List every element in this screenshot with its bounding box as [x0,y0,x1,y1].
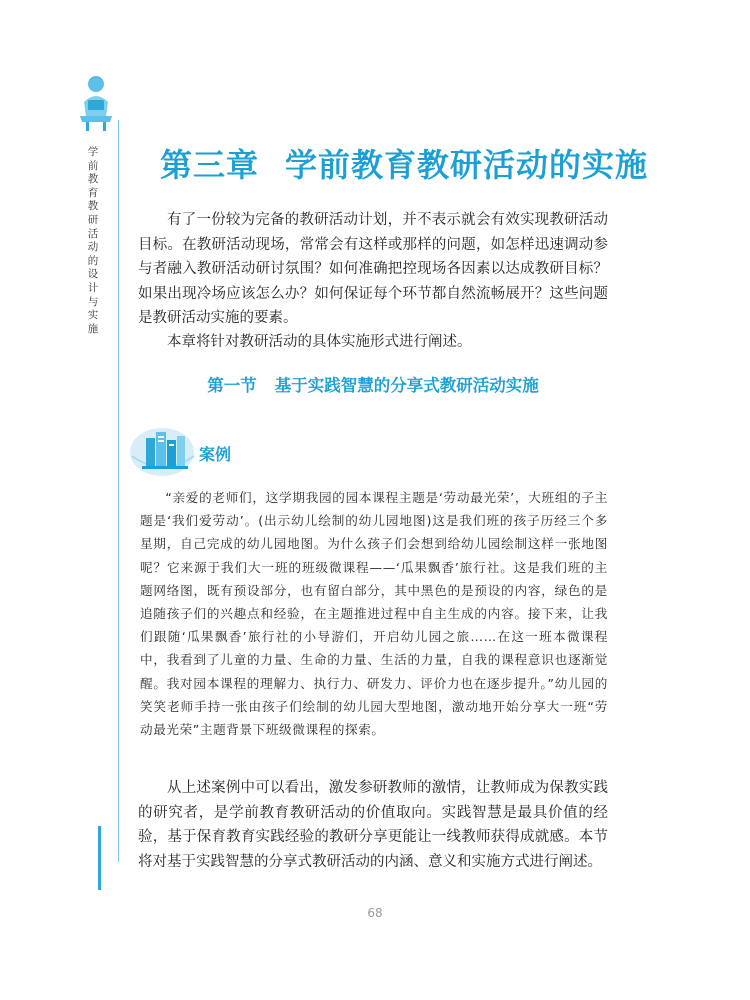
closing-paragraph: 从上述案例中可以看出，激发参研教师的激情，让教师成为保教实践的研究者，是学前教育教研活动的价值取向。实践智慧是最具价值的经验，基于保育教育实践经验的教研分享更能让一线教师获得成就感。本节将对基于实践智慧的分享式教研活动的内涵、意义和实施方式进行阐述。 [138,780,608,870]
margin-divider-line [118,120,119,862]
chapter-title [160,140,680,186]
section-title [138,372,608,396]
section-number: 第一节 [207,376,257,395]
intro-paragraph-2: 本章将针对教研活动的具体实施形式进行阐述。 [167,334,472,350]
case-text: “亲爱的老师们，这学期我园的园本课程主题是‘劳动最光荣’，大班组的子主题是‘我们爱劳动’。(出示幼儿绘制的幼儿园地图)这是我们班的孩子历经三个多星期，自己完成的幼儿园地图。为什么孩子们会想到给幼儿园绘制这样一张地图呢？它来源于我们大一班的班级微课程——‘瓜果飘香’旅行社。这是我们班的主题网络图，既有预设部分，也有留白部分，其中黑色的是预设的内容，绿色的是追随孩子们的兴趣点和经验，在主题推进过程中自主生成的内容。接下来，让我们跟随‘瓜果飘香’旅行社的小导游们，开启幼儿园之旅……在这一班本微课程中，我看到了儿童的力量、生命的力量、生活的力量，自我的课程意识也逐渐觉醒。我对园本课程的理解力、执行力、研发力、评价力也在逐步提升。”幼儿园的笑笑老师手持一张由孩子们绘制的幼儿园大型地图，激动地开始分享大一班“劳动最光荣”主题背景下班级微课程的探索。 [140,490,608,738]
running-title: 学前教育教研活动的设计与实施 [87,146,99,335]
page-number: 68 [367,906,383,920]
margin-accent-bar [98,826,101,890]
chapter-number: 第三章 [160,146,260,184]
case-label: 案例 [199,445,232,464]
intro-paragraph-1: 有了一份较为完备的教研活动计划，并不表示就会有效实现教研活动目标。在教研活动现场，常常会有这样或那样的问题，如怎样迅速调动参与者融入教研活动研讨氛围？如何准确把控现场各因素以达成教研目标？如果出现冷场应该怎么办？如何保证每个环节都自然流畅展开？这些问题是教研活动实施的要素。 [138,212,608,327]
books-icon [128,420,198,478]
chapter-title-text: 学前教育教研活动的实施 [285,146,649,184]
section-title-text: 基于实践智慧的分享式教研活动实施 [274,376,539,395]
reading-child-logo-icon [74,72,118,132]
